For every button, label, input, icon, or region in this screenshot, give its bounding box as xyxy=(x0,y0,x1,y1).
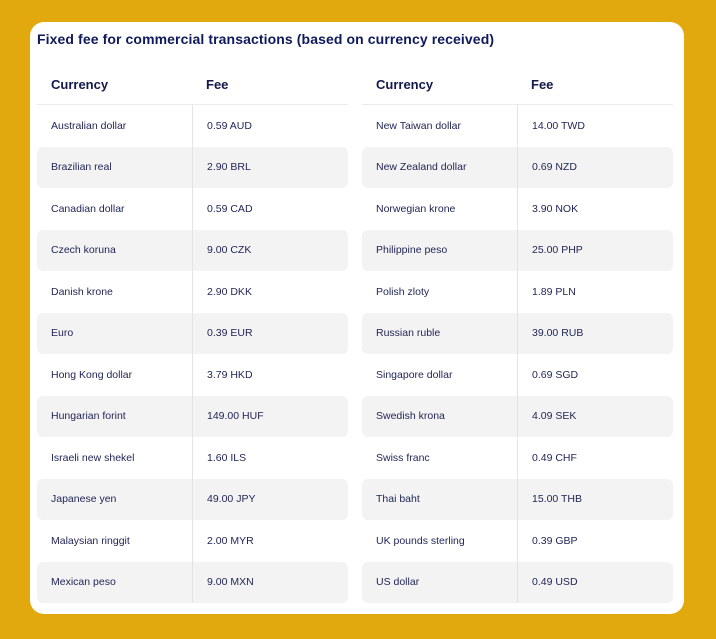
table-row xyxy=(362,479,673,521)
fee-cell: 0.39 EUR xyxy=(192,313,348,355)
fee-cell: 15.00 THB xyxy=(517,479,673,521)
table-row xyxy=(362,188,673,230)
currency-cell: Swiss franc xyxy=(376,451,430,464)
table-row xyxy=(37,479,348,521)
currency-cell: Czech koruna xyxy=(51,244,116,257)
fee-cell: 9.00 CZK xyxy=(192,230,348,272)
currency-cell: UK pounds sterling xyxy=(376,534,465,547)
currency-cell: Russian ruble xyxy=(376,327,441,340)
table-row xyxy=(37,520,348,562)
fee-header: Fee xyxy=(206,76,229,92)
table-row xyxy=(362,147,673,189)
table-row xyxy=(37,105,348,147)
table-row xyxy=(362,562,673,604)
fee-cell: 1.60 ILS xyxy=(192,437,348,479)
currency-cell: Thai baht xyxy=(376,493,420,506)
table-row xyxy=(362,105,673,147)
fee-cell: 0.49 CHF xyxy=(517,437,673,479)
currency-cell: Australian dollar xyxy=(51,119,127,132)
currency-cell: New Zealand dollar xyxy=(376,161,467,174)
currency-cell: Hungarian forint xyxy=(51,410,126,423)
currency-cell: Singapore dollar xyxy=(376,368,453,381)
table-row xyxy=(37,188,348,230)
table-row xyxy=(362,271,673,313)
fee-cell: 25.00 PHP xyxy=(517,230,673,272)
currency-cell: Mexican peso xyxy=(51,576,116,589)
currency-cell: Polish zloty xyxy=(376,285,430,298)
table-row xyxy=(362,354,673,396)
fee-cell: 0.59 CAD xyxy=(192,188,348,230)
fee-cell: 3.90 NOK xyxy=(517,188,673,230)
currency-header: Currency xyxy=(376,76,434,92)
currency-cell: New Taiwan dollar xyxy=(376,119,462,132)
fee-cell: 4.09 SEK xyxy=(517,396,673,438)
fee-table-right xyxy=(362,64,673,603)
currency-cell: US dollar xyxy=(376,576,420,589)
currency-cell: Euro xyxy=(51,327,74,340)
table-row xyxy=(37,230,348,272)
fee-cell: 0.69 NZD xyxy=(517,147,673,189)
fee-table-left xyxy=(37,64,348,603)
fee-cell: 49.00 JPY xyxy=(192,479,348,521)
table-row xyxy=(362,520,673,562)
fee-header: Fee xyxy=(531,76,554,92)
currency-cell: Hong Kong dollar xyxy=(51,368,133,381)
fee-cell: 0.49 USD xyxy=(517,562,673,604)
fee-cell: 1.89 PLN xyxy=(517,271,673,313)
fee-cell: 9.00 MXN xyxy=(192,562,348,604)
table-row xyxy=(37,437,348,479)
page-title: Fixed fee for commercial transactions (based on currency received) xyxy=(37,31,495,47)
currency-cell: Danish krone xyxy=(51,285,113,298)
table-row xyxy=(362,396,673,438)
fee-cell: 0.59 AUD xyxy=(192,105,348,147)
fee-cell: 2.00 MYR xyxy=(192,520,348,562)
currency-cell: Malaysian ringgit xyxy=(51,534,130,547)
fee-cell: 149.00 HUF xyxy=(192,396,348,438)
currency-cell: Swedish krona xyxy=(376,410,445,423)
table-row xyxy=(37,271,348,313)
fee-card xyxy=(30,22,684,614)
currency-cell: Norwegian krone xyxy=(376,202,456,215)
currency-cell: Israeli new shekel xyxy=(51,451,135,464)
table-row xyxy=(362,437,673,479)
currency-cell: Japanese yen xyxy=(51,493,117,506)
table-row xyxy=(37,313,348,355)
table-row xyxy=(37,396,348,438)
fee-cell: 0.69 SGD xyxy=(517,354,673,396)
currency-cell: Philippine peso xyxy=(376,244,448,257)
currency-cell: Brazilian real xyxy=(51,161,112,174)
table-header xyxy=(37,64,348,105)
table-row xyxy=(37,562,348,604)
fee-cell: 14.00 TWD xyxy=(517,105,673,147)
table-header xyxy=(362,64,673,105)
table-row xyxy=(362,313,673,355)
table-row xyxy=(37,354,348,396)
fee-cell: 2.90 DKK xyxy=(192,271,348,313)
table-row xyxy=(362,230,673,272)
fee-cell: 3.79 HKD xyxy=(192,354,348,396)
table-row xyxy=(37,147,348,189)
fee-cell: 2.90 BRL xyxy=(192,147,348,189)
fee-cell: 0.39 GBP xyxy=(517,520,673,562)
currency-header: Currency xyxy=(51,76,109,92)
fee-cell: 39.00 RUB xyxy=(517,313,673,355)
currency-cell: Canadian dollar xyxy=(51,202,125,215)
